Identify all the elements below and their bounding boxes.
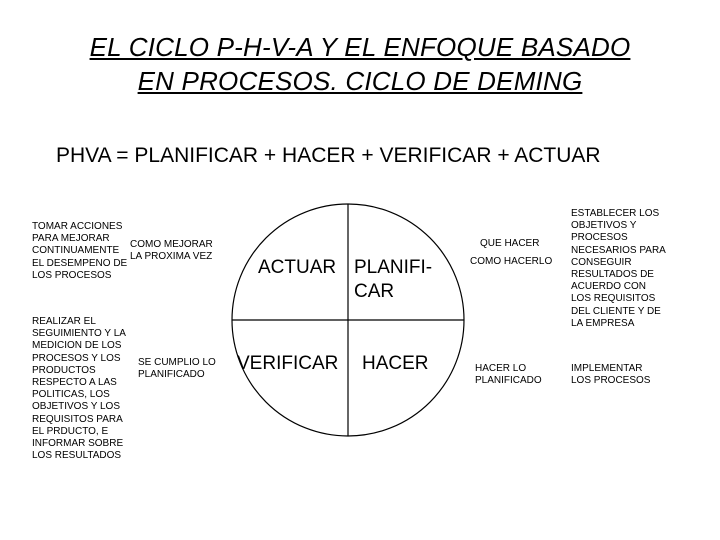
note-como-mejorar: COMO MEJORAR LA PROXIMA VEZ xyxy=(130,239,213,263)
note-establecer-objetivos: ESTABLECER LOS OBJETIVOS Y PROCESOS NECESARIOS PARA CONSEGUIR RESULTADOS DE ACUERDO CON LOS REQUISITOS DEL CLIENTE Y DE LA EMPRESA xyxy=(571,208,666,329)
note-hacer-lo-planificado: HACER LO PLANIFICADO xyxy=(475,363,542,387)
quadrant-verificar: VERIFICAR xyxy=(237,353,339,374)
quadrant-hacer: HACER xyxy=(362,353,429,374)
phva-formula: PHVA = PLANIFICAR + HACER + VERIFICAR + ACTUAR xyxy=(56,144,601,167)
quadrant-planificar-line-1: PLANIFI- xyxy=(354,257,433,278)
quadrant-planificar-line-2: CAR xyxy=(354,281,395,302)
note-realizar-seguimiento: REALIZAR EL SEGUIMIENTO Y LA MEDICION DE LOS PROCESOS Y LOS PRODUCTOS RESPECTO A LAS POLITICAS, LOS OBJETIVOS Y LOS REQUISITOS PARA EL PRDUCTO, E INFORMAR SOBRE LOS RESULTADOS xyxy=(32,316,126,462)
note-implementar-procesos: IMPLEMENTAR LOS PROCESOS xyxy=(571,363,651,387)
quadrant-actuar: ACTUAR xyxy=(258,257,337,278)
title-line-1: EL CICLO P-H-V-A Y EL ENFOQUE BASADO xyxy=(89,32,631,62)
note-tomar-acciones: TOMAR ACCIONES PARA MEJORAR CONTINUAMENTE EL DESEMPENO DE LOS PROCESOS xyxy=(32,221,128,281)
note-se-cumplio: SE CUMPLIO LO PLANIFICADO xyxy=(138,357,216,381)
title-line-2: EN PROCESOS. CICLO DE DEMING xyxy=(137,66,583,96)
note-como-hacerlo: COMO HACERLO xyxy=(470,256,553,267)
note-que-hacer: QUE HACER xyxy=(480,238,540,249)
